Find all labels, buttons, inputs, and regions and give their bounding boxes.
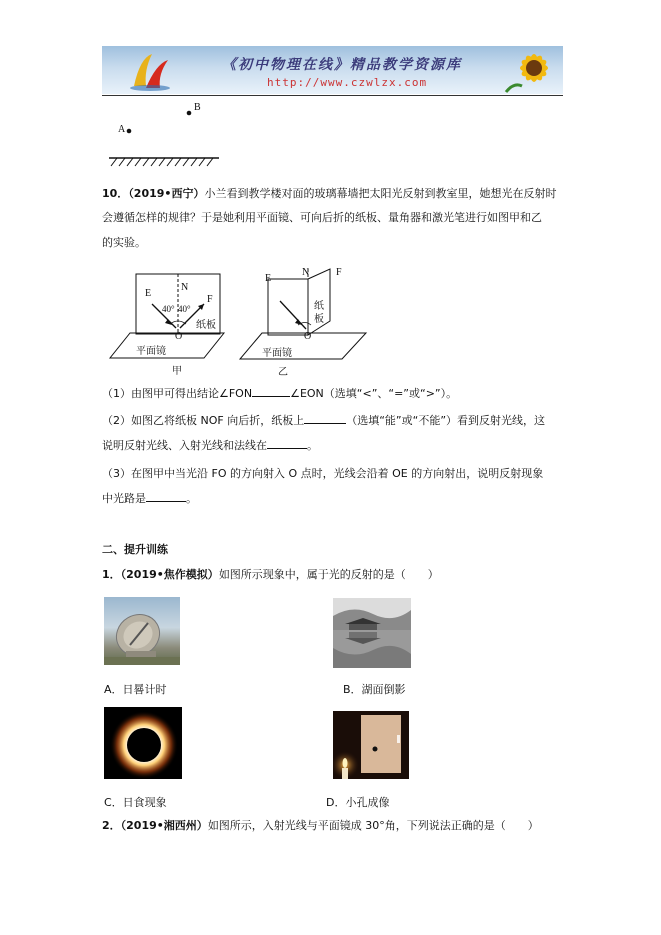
q10-number: 10． [102, 187, 129, 200]
figure-yi [238, 265, 373, 380]
q10-sub3-text-b: 中光路是 [102, 492, 146, 505]
sundial-icon [104, 597, 180, 665]
q2-stem [102, 818, 539, 834]
header-title: 《初中物理在线》精品教学资源库 [222, 57, 462, 73]
q10-sub3-text-c: 。 [186, 492, 197, 505]
q10-sub3-cont [102, 490, 197, 507]
q10-sub2-text-c: 说明反射光线、入射光线和法线在 [102, 439, 267, 452]
sunflower-icon [500, 46, 563, 94]
q10-sub1-text-b: ∠EON（选填“<”、“=”或“>”）。 [290, 387, 458, 400]
yi-mirror-label: 平面镜 [262, 348, 292, 359]
q1-option-d[interactable]: D．小孔成像 [326, 796, 390, 809]
yi-e-label: E [265, 273, 272, 284]
photo-solar-eclipse [104, 707, 182, 779]
q2-text: 如图所示，入射光线与平面镜成 30°角，下列说法正确的是（ ） [207, 819, 539, 832]
answer-blank-4[interactable] [146, 490, 186, 502]
q10-sub1 [102, 385, 457, 402]
q1-source: （2019•焦作模拟） [120, 568, 219, 581]
answer-blank-3[interactable] [267, 437, 307, 449]
q1-option-a[interactable]: A．日晷计时 [104, 683, 167, 696]
q10-sub1-text-a: （1）由图甲可得出结论∠FON [102, 387, 253, 400]
yi-caption: 乙 [278, 367, 288, 378]
jia-e-label: E [145, 288, 152, 299]
answer-blank-1[interactable] [252, 385, 290, 397]
q10-sub2-text-a: （2）如图乙将纸板 NOF 向后折，纸板上 [102, 414, 305, 427]
q10-line1 [102, 186, 556, 202]
figure-yi-drawing [238, 265, 373, 380]
jia-caption: 甲 [172, 366, 182, 377]
jia-paper-label: 纸板 [196, 320, 216, 331]
q10-sub2-cont [102, 437, 318, 454]
photo-sundial [104, 597, 180, 665]
q1-stem [102, 567, 439, 583]
yi-paper-label-1: 纸 [314, 301, 324, 312]
jia-n-label: N [181, 282, 189, 293]
yi-paper-label-2: 板 [314, 314, 324, 325]
section-title: 二、提升训练 [102, 543, 168, 556]
q2-source: （2019•湘西州） [120, 819, 208, 832]
yi-o-label: O [304, 331, 312, 342]
jia-f-label: F [207, 294, 213, 305]
jia-angle-incidence: 40° [162, 304, 175, 314]
jia-angle-reflection: 40° [178, 304, 191, 314]
q10-line2: 会遵循怎样的规律？于是她利用平面镜、可向后折的纸板、量角器和激光笔进行如图甲和乙 [102, 211, 542, 224]
mirror-diagram [105, 100, 225, 170]
lake-reflection-icon [333, 598, 411, 668]
q1-text: 如图所示现象中，属于光的反射的是（ ） [218, 568, 439, 581]
answer-blank-2[interactable] [304, 412, 346, 424]
q2-number: 2． [102, 819, 121, 832]
q1-option-c[interactable]: C．日食现象 [104, 796, 167, 809]
photo-pinhole-imaging [333, 711, 409, 779]
logo-icon [126, 50, 174, 92]
q10-sub3: （3）在图甲中当光沿 FO 的方向射入 O 点时，光线会沿着 OE 的方向射出，说明反射现象 [102, 467, 544, 480]
q10-text: 小兰看到教学楼对面的玻璃幕墙把太阳光反射到教室里，她想光在反射时 [204, 187, 557, 200]
q1-number: 1． [102, 568, 121, 581]
jia-mirror-label: 平面镜 [136, 346, 166, 357]
q10-sub2-text-b: （选填“能”或“不能”）看到反射光线，这 [346, 414, 546, 427]
header-url: http://www.czwlzx.com [267, 76, 428, 89]
point-b-label: B [194, 102, 201, 113]
q10-source: （2019•西宁） [128, 187, 205, 200]
q1-option-b[interactable]: B．湖面倒影 [343, 683, 406, 696]
jia-o-label: O [175, 331, 183, 342]
top-figure [105, 100, 225, 170]
q10-line3: 的实验。 [102, 236, 146, 249]
header-rule [102, 95, 563, 96]
q10-sub2 [102, 412, 545, 429]
header-banner [102, 46, 563, 94]
q10-sub2-text-d: 。 [307, 439, 318, 452]
eclipse-icon [104, 707, 182, 779]
figure-jia [108, 270, 233, 380]
point-a-label: A [118, 124, 126, 135]
pinhole-icon [333, 711, 409, 779]
yi-f-label: F [336, 267, 342, 278]
photo-lake-reflection [333, 598, 411, 668]
yi-n-label: N [302, 267, 310, 278]
